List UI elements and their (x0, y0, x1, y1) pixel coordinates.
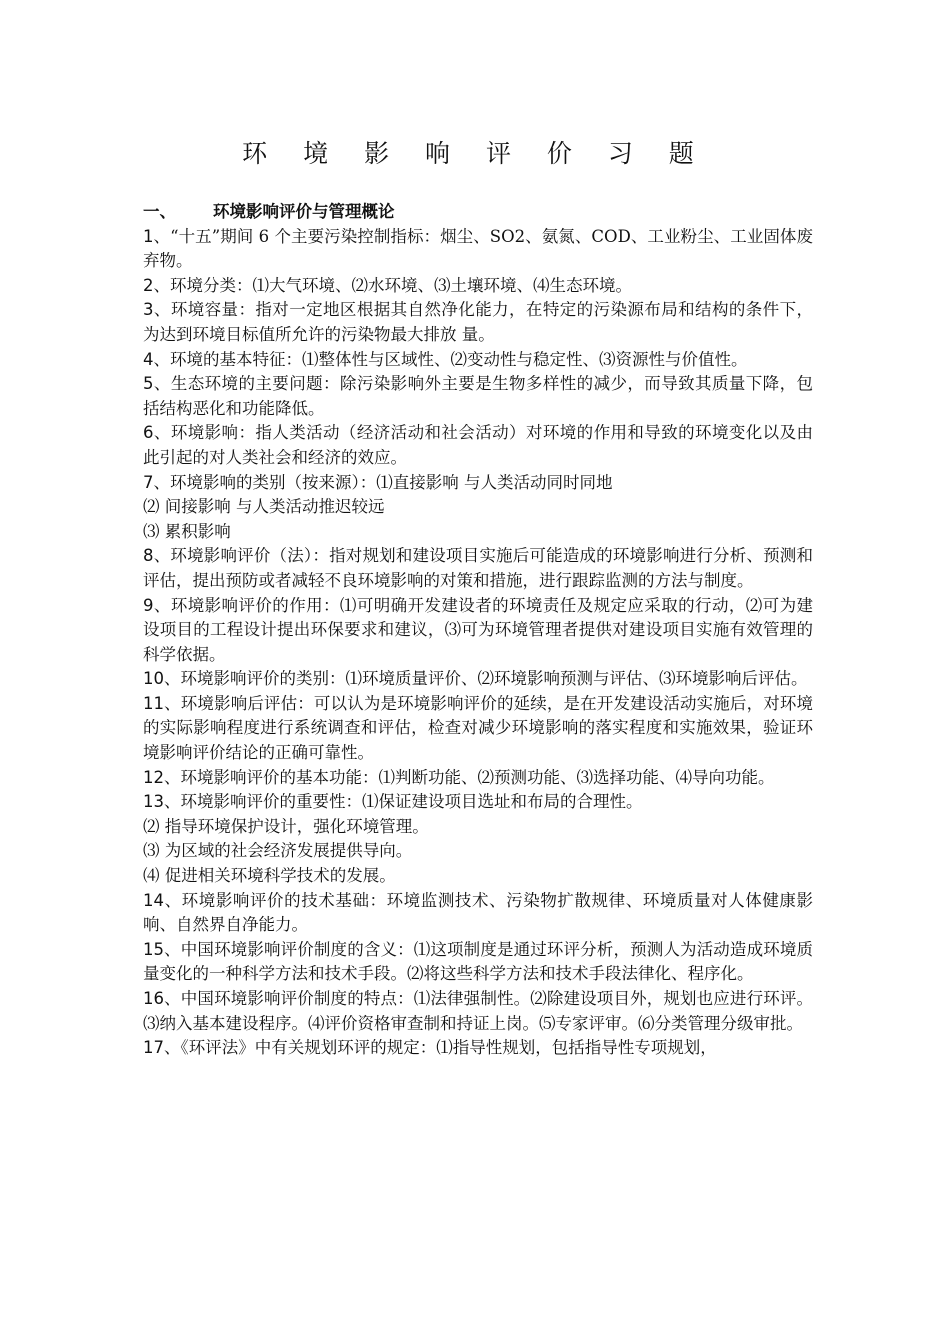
paragraph-text: 、中国环境影响评价制度的含义：⑴这项制度是通过环评分析，预测人为活动造成环境质量变化的一种科学方法和技术手段。⑵将这些科学方法和技术手段法律化、程序化。 (143, 939, 813, 984)
paragraph-text: 、环境影响后评估：可以认为是环境影响评价的延续，是在开发建设活动实施后，对环境的实际影响程度进行系统调查和评估，检查对减少环境影响的落实程度和实施效果，验证环境影响评价结论的正确可靠性。 (143, 693, 813, 763)
paragraph-text: ⑷ 促进相关环境科学技术的发展。 (143, 866, 396, 886)
paragraph-text: 、生态环境的主要问题：除污染影响外主要是生物多样性的减少，而导致其质量下降，包括结构恶化和功能降低。 (143, 374, 813, 418)
paragraph-number: 16 (143, 989, 164, 1008)
paragraph-text: ⑵ 间接影响 与人类活动推迟较远 (143, 497, 385, 517)
paragraph-number: 9 (143, 595, 154, 615)
paragraph-text: 、环境的基本特征：⑴整体性与区域性、⑵变动性与稳定性、⑶资源性与价值性。 (153, 349, 748, 369)
document-title: 环 境 影 响 评 价 习 题 (242, 139, 708, 168)
paragraph-text: ⑶ 为区域的社会经济发展提供导向。 (143, 841, 413, 861)
paragraph-number: 15 (143, 939, 164, 959)
paragraph (143, 667, 813, 692)
paragraph (143, 1036, 813, 1061)
paragraph-list (143, 225, 813, 1061)
section-title: 环境影响评价与管理概论 (213, 202, 395, 221)
paragraph-number: 5 (143, 374, 154, 394)
paragraph-text: 、“十五”期间 6 个主要污染控制指标：烟尘、SO2、氨氮、COD、工业粉尘、工业固体废弃物。 (143, 226, 813, 271)
paragraph-text: 、《环评法》中有关规划环评的规定：⑴指导性规划，包括指导性专项规划， (164, 1038, 717, 1058)
paragraph-text: 、环境影响评价的类别：⑴环境质量评价、⑵环境影响预测与评估、⑶环境影响后评估。 (164, 669, 808, 689)
document-body (143, 200, 813, 1061)
paragraph-text: 、环境分类：⑴大气环境、⑵水环境、⑶土壤环境、⑷生态环境。 (153, 275, 632, 295)
paragraph (143, 298, 813, 347)
paragraph (143, 520, 813, 545)
paragraph (143, 790, 813, 815)
paragraph (143, 421, 813, 470)
paragraph-number: 1 (143, 226, 154, 246)
paragraph-number: 13 (143, 792, 164, 812)
paragraph (143, 815, 813, 840)
paragraph-text: 、中国环境影响评价制度的特点：⑴法律强制性。⑵除建设项目外，规划也应进行环评。⑶纳入基本建设程序。⑷评价资格审查制和持证上岗。⑸专家评审。⑹分类管理分级审批。 (143, 989, 813, 1033)
paragraph (143, 544, 813, 593)
paragraph (143, 839, 813, 864)
paragraph (143, 274, 813, 299)
paragraph-text: 、环境影响评价的作用：⑴可明确开发建设者的环境责任及规定应采取的行动，⑵可为建设项目的工程设计提出环保要求和建议，⑶可为环境管理者提供对建设项目实施有效管理的科学依据。 (143, 595, 813, 664)
paragraph-text: ⑶ 累积影响 (143, 521, 231, 541)
paragraph (143, 495, 813, 520)
section-number: 一、 (143, 202, 176, 221)
paragraph (143, 225, 813, 274)
paragraph-number: 17 (143, 1038, 164, 1058)
paragraph-text: 、环境容量：指对一定地区根据其自然净化能力，在特定的污染源布局和结构的条件下，为达到环境目标值所允许的污染物最大排放 量。 (143, 300, 813, 344)
paragraph (143, 987, 813, 1036)
paragraph (143, 766, 813, 791)
paragraph-number: 14 (143, 890, 164, 910)
paragraph (143, 692, 813, 766)
paragraph-text: 、环境影响评价的重要性：⑴保证建设项目选址和布局的合理性。 (164, 792, 643, 812)
paragraph-number: 12 (143, 767, 164, 787)
paragraph-text: 、环境影响的类别（按来源）：⑴直接影响 与人类活动同时同地 (153, 472, 613, 492)
paragraph (143, 938, 813, 987)
paragraph (143, 471, 813, 496)
paragraph (143, 594, 813, 668)
paragraph-number: 8 (143, 546, 154, 566)
paragraph-text: 、环境影响评价（法）：指对规划和建设项目实施后可能造成的环境影响进行分析、预测和评估，提出预防或者减轻不良环境影响的对策和措施，进行跟踪监测的方法与制度。 (143, 546, 813, 590)
paragraph (143, 348, 813, 373)
paragraph (143, 889, 813, 938)
paragraph-number: 6 (143, 423, 154, 443)
paragraph-number: 2 (143, 275, 154, 295)
paragraph-number: 3 (143, 300, 154, 320)
paragraph-number: 10 (143, 669, 164, 689)
paragraph-text: 、环境影响：指人类活动（经济活动和社会活动）对环境的作用和导致的环境变化以及由此引起的对人类社会和经济的效应。 (143, 423, 813, 467)
paragraph (143, 372, 813, 421)
paragraph-text: 、环境影响评价的基本功能：⑴判断功能、⑵预测功能、⑶选择功能、⑷导向功能。 (164, 767, 775, 787)
paragraph-text: 、环境影响评价的技术基础：环境监测技术、污染物扩散规律、环境质量对人体健康影响、自然界自净能力。 (143, 890, 813, 935)
paragraph-text: ⑵ 指导环境保护设计，强化环境管理。 (143, 816, 429, 836)
paragraph-number: 4 (143, 349, 154, 369)
paragraph-number: 11 (143, 693, 164, 713)
paragraph (143, 864, 813, 889)
paragraph-number: 7 (143, 472, 154, 492)
section-heading (143, 200, 813, 225)
